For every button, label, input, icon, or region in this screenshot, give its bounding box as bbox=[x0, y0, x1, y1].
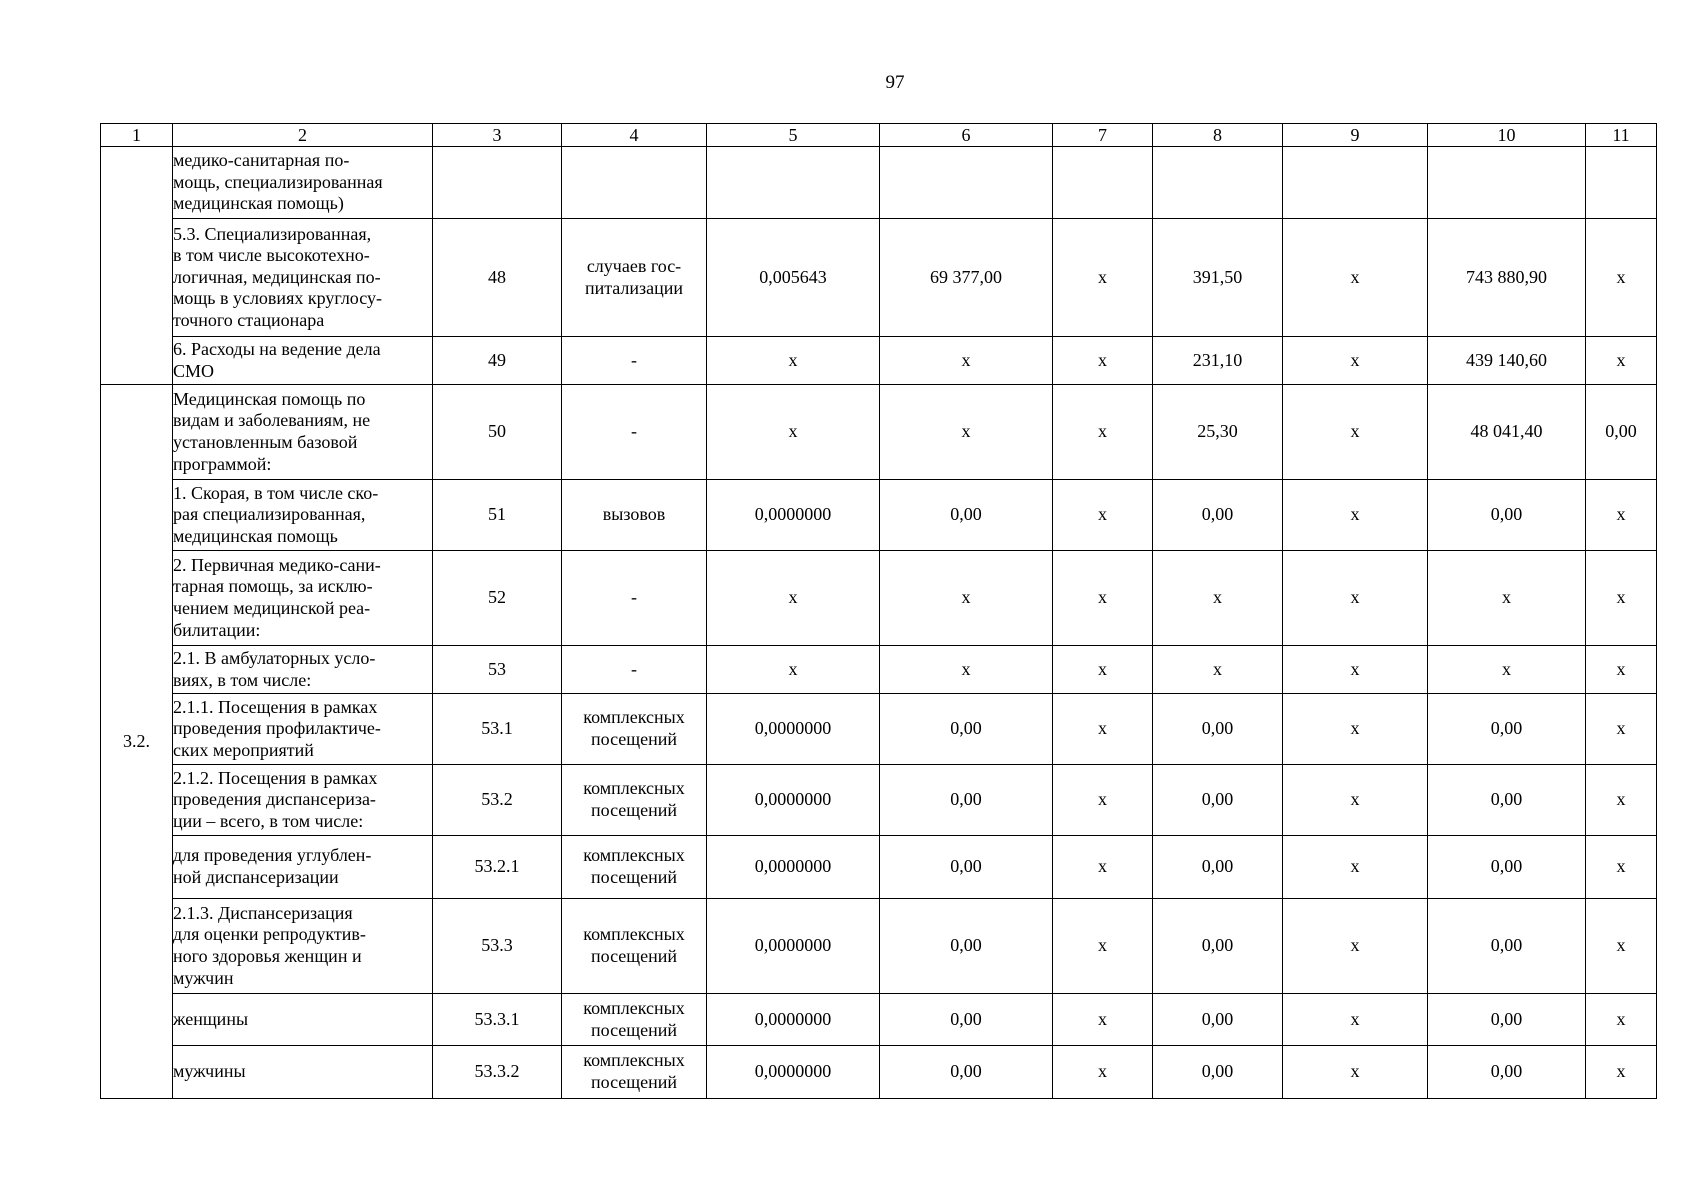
value-cell-col-11: х bbox=[1586, 899, 1657, 994]
column-header-11: 11 bbox=[1586, 124, 1657, 147]
value-cell-col-8: 0,00 bbox=[1153, 899, 1283, 994]
value-cell-col-11 bbox=[1586, 147, 1657, 219]
unit-cell: - bbox=[562, 551, 707, 646]
value-cell-col-6: 0,00 bbox=[880, 899, 1053, 994]
value-cell-col-9: х bbox=[1283, 219, 1428, 337]
unit-cell: комплексных посещений bbox=[562, 994, 707, 1046]
value-cell-col-5: 0,0000000 bbox=[707, 694, 880, 765]
value-cell-col-10: 0,00 bbox=[1428, 994, 1586, 1046]
value-cell-col-8: 0,00 bbox=[1153, 994, 1283, 1046]
value-cell-col-9: х bbox=[1283, 899, 1428, 994]
value-cell-col-5: 0,0000000 bbox=[707, 1046, 880, 1099]
indicator-name-cell: медико-санитарная по- мощь, специализированная медицинская помощь) bbox=[173, 147, 433, 219]
value-cell-col-5: 0,0000000 bbox=[707, 765, 880, 836]
indicator-name-cell: 2.1.3. Диспансеризация для оценки репродуктив- ного здоровья женщин и мужчин bbox=[173, 899, 433, 994]
value-cell-col-11: х bbox=[1586, 1046, 1657, 1099]
value-cell-col-7: х bbox=[1053, 765, 1153, 836]
column-header-6: 6 bbox=[880, 124, 1053, 147]
value-cell-col-5: 0,0000000 bbox=[707, 836, 880, 899]
value-cell-col-7: х bbox=[1053, 385, 1153, 480]
table-row bbox=[101, 994, 1657, 1046]
value-cell-col-7: х bbox=[1053, 480, 1153, 551]
line-number-cell: 53.2 bbox=[433, 765, 562, 836]
column-header-8: 8 bbox=[1153, 124, 1283, 147]
indicator-name-cell: 2.1.1. Посещения в рамках проведения профилактиче- ских мероприятий bbox=[173, 694, 433, 765]
line-number-cell: 53.3.1 bbox=[433, 994, 562, 1046]
table-row bbox=[101, 1046, 1657, 1099]
value-cell-col-10: 0,00 bbox=[1428, 694, 1586, 765]
value-cell-col-8: 0,00 bbox=[1153, 765, 1283, 836]
value-cell-col-6: х bbox=[880, 646, 1053, 694]
line-number-cell: 51 bbox=[433, 480, 562, 551]
unit-cell bbox=[562, 147, 707, 219]
line-number-cell: 53.2.1 bbox=[433, 836, 562, 899]
unit-cell: комплексных посещений bbox=[562, 1046, 707, 1099]
table-row bbox=[101, 480, 1657, 551]
value-cell-col-7: х bbox=[1053, 994, 1153, 1046]
table-row bbox=[101, 551, 1657, 646]
unit-cell: - bbox=[562, 385, 707, 480]
value-cell-col-9: х bbox=[1283, 480, 1428, 551]
value-cell-col-9: х bbox=[1283, 994, 1428, 1046]
value-cell-col-10: 0,00 bbox=[1428, 1046, 1586, 1099]
value-cell-col-6: 0,00 bbox=[880, 1046, 1053, 1099]
value-cell-col-6: 0,00 bbox=[880, 480, 1053, 551]
value-cell-col-6: 69 377,00 bbox=[880, 219, 1053, 337]
value-cell-col-6: х bbox=[880, 551, 1053, 646]
indicator-name-cell: 2.1. В амбулаторных усло- виях, в том числе: bbox=[173, 646, 433, 694]
column-header-1: 1 bbox=[101, 124, 173, 147]
value-cell-col-6 bbox=[880, 147, 1053, 219]
value-cell-col-11: х bbox=[1586, 836, 1657, 899]
column-header-9: 9 bbox=[1283, 124, 1428, 147]
column-header-2: 2 bbox=[173, 124, 433, 147]
value-cell-col-8: х bbox=[1153, 551, 1283, 646]
value-cell-col-5: х bbox=[707, 385, 880, 480]
value-cell-col-6: 0,00 bbox=[880, 836, 1053, 899]
table-row bbox=[101, 646, 1657, 694]
value-cell-col-11: 0,00 bbox=[1586, 385, 1657, 480]
unit-cell: комплексных посещений bbox=[562, 694, 707, 765]
value-cell-col-10: х bbox=[1428, 551, 1586, 646]
value-cell-col-7 bbox=[1053, 147, 1153, 219]
value-cell-col-9: х bbox=[1283, 765, 1428, 836]
table-row bbox=[101, 836, 1657, 899]
value-cell-col-7: х bbox=[1053, 337, 1153, 385]
value-cell-col-8: 25,30 bbox=[1153, 385, 1283, 480]
value-cell-col-7: х bbox=[1053, 219, 1153, 337]
value-cell-col-5: х bbox=[707, 337, 880, 385]
value-cell-col-5 bbox=[707, 147, 880, 219]
value-cell-col-11: х bbox=[1586, 551, 1657, 646]
value-cell-col-10 bbox=[1428, 147, 1586, 219]
table-row bbox=[101, 219, 1657, 337]
value-cell-col-10: х bbox=[1428, 646, 1586, 694]
value-cell-col-6: х bbox=[880, 385, 1053, 480]
indicator-name-cell: Медицинская помощь по видам и заболеваниям, не установленным базовой программой: bbox=[173, 385, 433, 480]
value-cell-col-8: х bbox=[1153, 646, 1283, 694]
value-cell-col-11: х bbox=[1586, 646, 1657, 694]
value-cell-col-5: 0,005643 bbox=[707, 219, 880, 337]
value-cell-col-5: 0,0000000 bbox=[707, 994, 880, 1046]
row-number-cell: 3.2. bbox=[101, 385, 173, 1099]
unit-cell: комплексных посещений bbox=[562, 899, 707, 994]
value-cell-col-8: 0,00 bbox=[1153, 480, 1283, 551]
value-cell-col-6: х bbox=[880, 337, 1053, 385]
value-cell-col-10: 48 041,40 bbox=[1428, 385, 1586, 480]
value-cell-col-11: х bbox=[1586, 480, 1657, 551]
value-cell-col-8: 391,50 bbox=[1153, 219, 1283, 337]
value-cell-col-5: х bbox=[707, 551, 880, 646]
column-header-7: 7 bbox=[1053, 124, 1153, 147]
value-cell-col-7: х bbox=[1053, 836, 1153, 899]
unit-cell: комплексных посещений bbox=[562, 836, 707, 899]
value-cell-col-7: х bbox=[1053, 899, 1153, 994]
value-cell-col-9: х bbox=[1283, 694, 1428, 765]
value-cell-col-7: х bbox=[1053, 551, 1153, 646]
value-cell-col-7: х bbox=[1053, 646, 1153, 694]
value-cell-col-5: 0,0000000 bbox=[707, 899, 880, 994]
unit-cell: вызовов bbox=[562, 480, 707, 551]
line-number-cell: 53 bbox=[433, 646, 562, 694]
table-row bbox=[101, 147, 1657, 219]
value-cell-col-10: 743 880,90 bbox=[1428, 219, 1586, 337]
value-cell-col-8: 0,00 bbox=[1153, 1046, 1283, 1099]
value-cell-col-8: 231,10 bbox=[1153, 337, 1283, 385]
indicator-name-cell: 2. Первичная медико-сани- тарная помощь, за исклю- чением медицинской реа- билитации: bbox=[173, 551, 433, 646]
indicator-name-cell: для проведения углублен- ной диспансеризации bbox=[173, 836, 433, 899]
table-row bbox=[101, 694, 1657, 765]
value-cell-col-10: 0,00 bbox=[1428, 765, 1586, 836]
value-cell-col-9: х bbox=[1283, 337, 1428, 385]
indicator-name-cell: 6. Расходы на ведение дела СМО bbox=[173, 337, 433, 385]
table-row bbox=[101, 765, 1657, 836]
unit-cell: - bbox=[562, 337, 707, 385]
value-cell-col-8: 0,00 bbox=[1153, 836, 1283, 899]
page-number: 97 bbox=[885, 72, 905, 93]
value-cell-col-11: х bbox=[1586, 219, 1657, 337]
value-cell-col-10: 0,00 bbox=[1428, 480, 1586, 551]
table-row bbox=[101, 337, 1657, 385]
line-number-cell bbox=[433, 147, 562, 219]
value-cell-col-11: х bbox=[1586, 337, 1657, 385]
value-cell-col-9: х bbox=[1283, 646, 1428, 694]
value-cell-col-11: х bbox=[1586, 765, 1657, 836]
column-header-10: 10 bbox=[1428, 124, 1586, 147]
column-header-5: 5 bbox=[707, 124, 880, 147]
table-body bbox=[101, 124, 1657, 1099]
value-cell-col-8: 0,00 bbox=[1153, 694, 1283, 765]
column-header-4: 4 bbox=[562, 124, 707, 147]
unit-cell: случаев гос- питализации bbox=[562, 219, 707, 337]
line-number-cell: 53.3 bbox=[433, 899, 562, 994]
table-row bbox=[101, 899, 1657, 994]
value-cell-col-9: х bbox=[1283, 1046, 1428, 1099]
unit-cell: - bbox=[562, 646, 707, 694]
data-table bbox=[100, 123, 1657, 1099]
indicator-name-cell: женщины bbox=[173, 994, 433, 1046]
line-number-cell: 52 bbox=[433, 551, 562, 646]
line-number-cell: 53.3.2 bbox=[433, 1046, 562, 1099]
value-cell-col-9: х bbox=[1283, 385, 1428, 480]
line-number-cell: 50 bbox=[433, 385, 562, 480]
value-cell-col-9: х bbox=[1283, 551, 1428, 646]
value-cell-col-8 bbox=[1153, 147, 1283, 219]
value-cell-col-6: 0,00 bbox=[880, 694, 1053, 765]
column-header-3: 3 bbox=[433, 124, 562, 147]
table-row bbox=[101, 385, 1657, 480]
value-cell-col-11: х bbox=[1586, 994, 1657, 1046]
indicator-name-cell: мужчины bbox=[173, 1046, 433, 1099]
value-cell-col-11: х bbox=[1586, 694, 1657, 765]
value-cell-col-7: х bbox=[1053, 694, 1153, 765]
value-cell-col-9 bbox=[1283, 147, 1428, 219]
value-cell-col-10: 439 140,60 bbox=[1428, 337, 1586, 385]
value-cell-col-5: 0,0000000 bbox=[707, 480, 880, 551]
row-number-cell bbox=[101, 147, 173, 385]
value-cell-col-10: 0,00 bbox=[1428, 836, 1586, 899]
line-number-cell: 48 bbox=[433, 219, 562, 337]
value-cell-col-5: х bbox=[707, 646, 880, 694]
indicator-name-cell: 1. Скорая, в том числе ско- рая специализированная, медицинская помощь bbox=[173, 480, 433, 551]
unit-cell: комплексных посещений bbox=[562, 765, 707, 836]
value-cell-col-6: 0,00 bbox=[880, 765, 1053, 836]
line-number-cell: 49 bbox=[433, 337, 562, 385]
header-row bbox=[101, 124, 1657, 147]
line-number-cell: 53.1 bbox=[433, 694, 562, 765]
value-cell-col-9: х bbox=[1283, 836, 1428, 899]
indicator-name-cell: 5.3. Специализированная, в том числе высокотехно- логичная, медицинская по- мощь в условиях круглосу- точного стационара bbox=[173, 219, 433, 337]
value-cell-col-10: 0,00 bbox=[1428, 899, 1586, 994]
value-cell-col-6: 0,00 bbox=[880, 994, 1053, 1046]
value-cell-col-7: х bbox=[1053, 1046, 1153, 1099]
indicator-name-cell: 2.1.2. Посещения в рамках проведения диспансериза- ции – всего, в том числе: bbox=[173, 765, 433, 836]
